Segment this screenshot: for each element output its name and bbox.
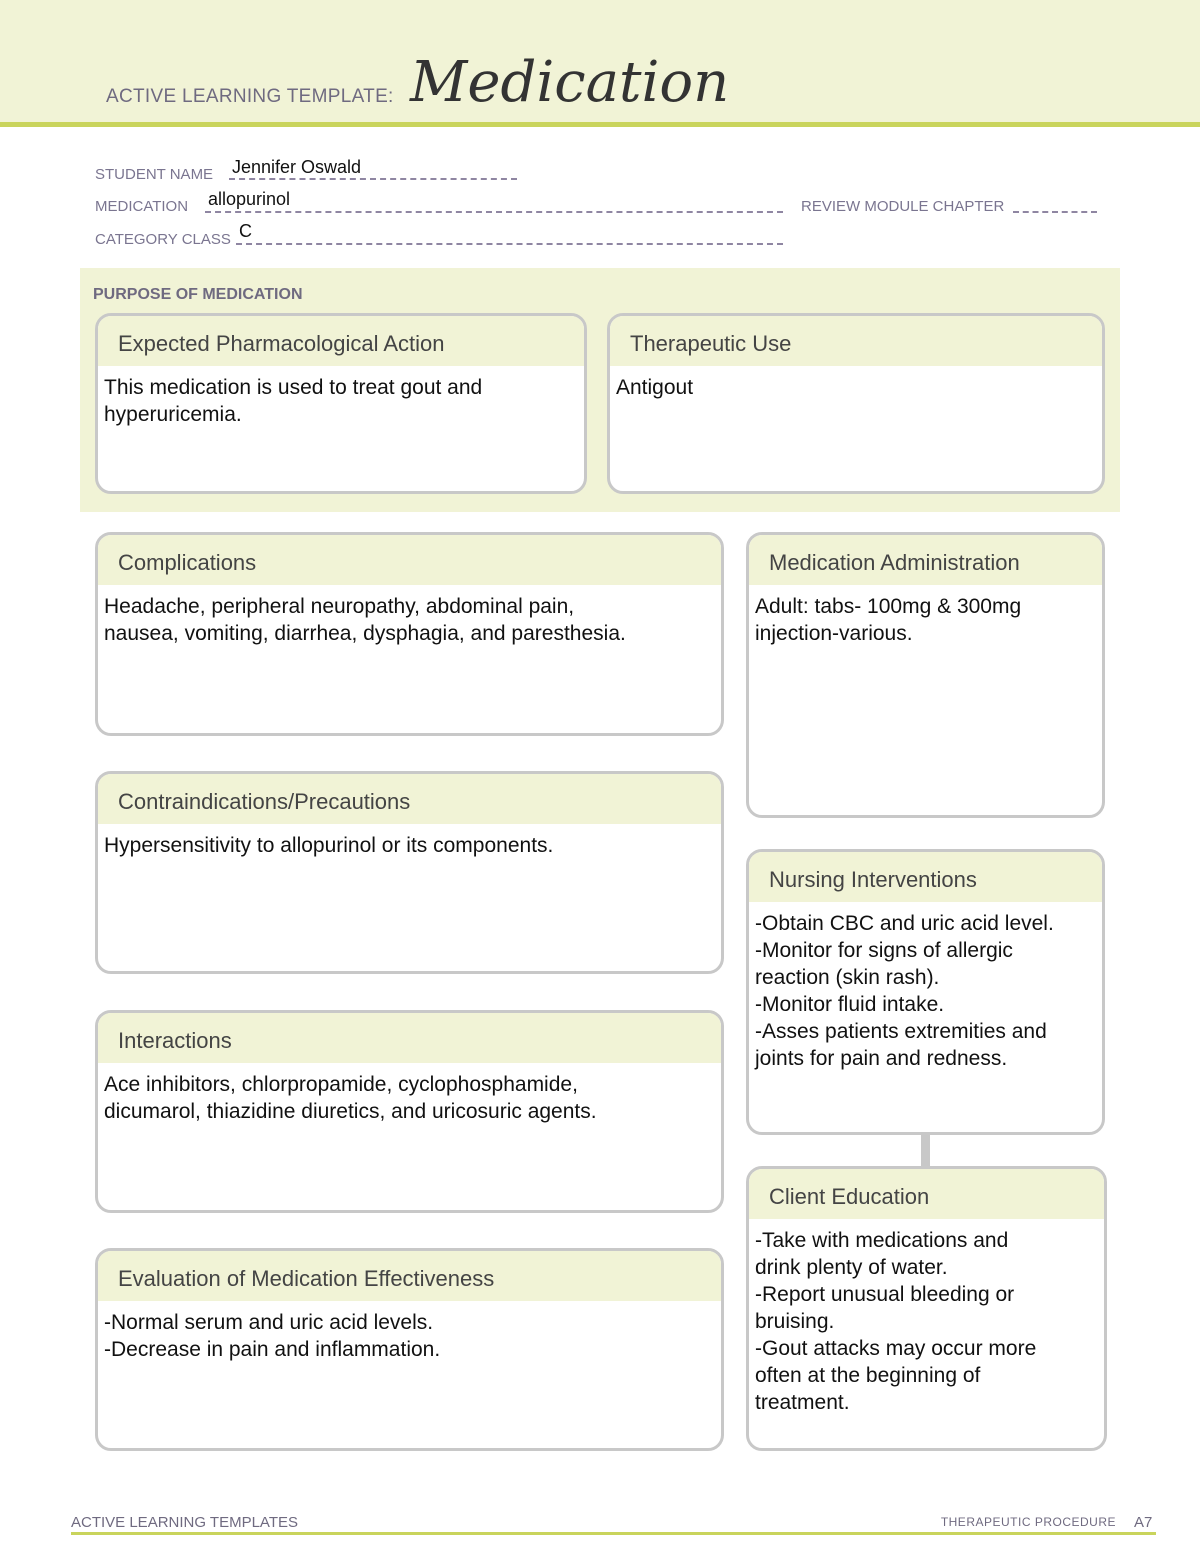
medication-field[interactable]: allopurinol xyxy=(208,189,291,209)
purpose-title: PURPOSE OF MEDICATION xyxy=(93,286,303,303)
administration-box xyxy=(746,532,1105,818)
box-title: Nursing Interventions xyxy=(749,852,1102,902)
nursing-interventions-box xyxy=(746,849,1105,1135)
medication-line xyxy=(205,211,783,213)
box-title: Complications xyxy=(98,535,721,585)
medication-label: MEDICATION xyxy=(95,198,189,215)
template-label: ACTIVE LEARNING TEMPLATE: xyxy=(106,86,394,107)
box-title: Medication Administration xyxy=(749,535,1102,585)
review-module-label: REVIEW MODULE CHAPTER xyxy=(801,198,1005,215)
box-connector xyxy=(921,1135,930,1167)
student-name-line xyxy=(229,178,517,180)
box-title: Client Education xyxy=(749,1169,1104,1219)
expected-action-box xyxy=(95,313,587,494)
box-content[interactable]: -Take with medications and drink plenty of water. -Report unusual bleeding or bruising. -Gout attacks may occur more often at the beginning of treatment. xyxy=(755,1229,1037,1414)
review-module-line[interactable] xyxy=(1013,211,1097,213)
page-title: Medication xyxy=(410,50,730,115)
box-content[interactable]: -Obtain CBC and uric acid level. -Monitor for signs of allergic reaction (skin rash). -Monitor fluid intake. -Asses patients extremities and joints for pain and redness. xyxy=(755,912,1054,1070)
footer-left: ACTIVE LEARNING TEMPLATES xyxy=(71,1514,298,1531)
footer-right: THERAPEUTIC PROCEDURE xyxy=(940,1515,1116,1529)
box-content[interactable]: Antigout xyxy=(616,376,694,399)
category-class-field[interactable]: C xyxy=(239,221,252,241)
student-name-field[interactable]: Jennifer Oswald xyxy=(232,157,362,177)
box-title: Interactions xyxy=(98,1013,721,1063)
box-content[interactable]: This medication is used to treat gout and hyperuricemia. xyxy=(104,376,483,426)
box-title: Expected Pharmacological Action xyxy=(98,316,584,366)
evaluation-box xyxy=(95,1248,724,1451)
box-title: Evaluation of Medication Effectiveness xyxy=(98,1251,721,1301)
box-content[interactable]: Headache, peripheral neuropathy, abdominal pain, nausea, vomiting, diarrhea, dysphagia, and paresthesia. xyxy=(104,595,626,645)
therapeutic-use-box xyxy=(607,313,1105,494)
box-content[interactable]: Ace inhibitors, chlorpropamide, cyclophosphamide, dicumarol, thiazidine diuretics, and uricosuric agents. xyxy=(104,1073,597,1123)
category-class-line xyxy=(236,243,783,245)
box-content[interactable]: -Normal serum and uric acid levels. -Decrease in pain and inflammation. xyxy=(104,1311,441,1361)
complications-box xyxy=(95,532,724,736)
interactions-box xyxy=(95,1010,724,1213)
page-number: A7 xyxy=(1134,1514,1153,1531)
box-content[interactable]: Hypersensitivity to allopurinol or its components. xyxy=(104,834,554,857)
contraindications-box xyxy=(95,771,724,974)
footer-rule xyxy=(71,1532,1156,1535)
box-title: Therapeutic Use xyxy=(610,316,1102,366)
student-name-label: STUDENT NAME xyxy=(95,166,214,183)
category-class-label: CATEGORY CLASS xyxy=(95,231,231,248)
box-content[interactable]: Adult: tabs- 100mg & 300mg injection-various. xyxy=(755,595,1022,645)
client-education-box xyxy=(746,1166,1107,1451)
box-title: Contraindications/Precautions xyxy=(98,774,721,824)
